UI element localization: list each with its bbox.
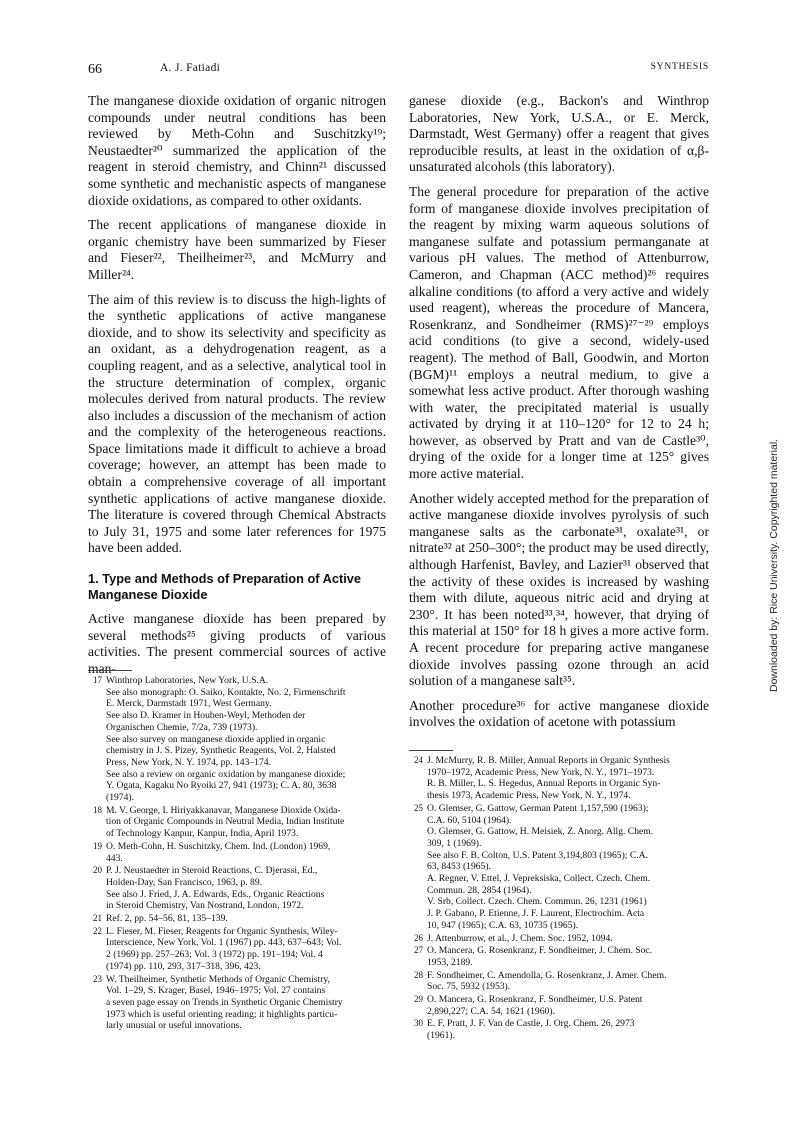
footnote-line: A. Regner, V. Ettel, J. Vepreksiska, Collect. Czech. Chem. — [427, 873, 651, 885]
footnote-number: 29 — [414, 994, 423, 1005]
footnote — [409, 945, 707, 968]
footnote-line: J. McMurry, R. B. Miller, Annual Reports in Organic Synthesis — [427, 755, 670, 766]
footnote-line: O. Meth-Cohn, H. Suschitzky, Chem. Ind. (London) 1969, — [106, 840, 331, 852]
footnote-line: Commun. 28, 2854 (1964). — [427, 884, 532, 896]
footnote-rule — [88, 670, 132, 671]
footnote — [409, 1018, 707, 1041]
paragraph: Another procedure³⁶ for active manganese dioxide involves the oxidation of acetone with potassium — [409, 697, 709, 730]
footnote — [409, 994, 707, 1017]
footnote-number: 20 — [93, 865, 102, 876]
footnote-line: thesis 1973, Academic Press, New York, N. Y., 1974. — [427, 790, 631, 802]
footnote — [88, 805, 384, 840]
footnote-line: Organischen Chemie, 7/2a, 739 (1973). — [106, 721, 258, 733]
footnote — [88, 841, 384, 864]
journal-name: SYNTHESIS — [650, 62, 709, 72]
footnote-line: a seven page essay on Trends in Synthetic Organic Chemistry — [106, 996, 343, 1008]
footnote-rule — [409, 750, 453, 751]
footnote-line: 309, 1 (1969). — [427, 837, 482, 849]
footnote-line: 10, 947 (1965); C.A. 63, 10735 (1965). — [427, 919, 579, 931]
footnote-line: R. B. Miller, L. S. Hegedus, Annual Reports in Organic Syn- — [427, 778, 661, 790]
footnote-line: Y. Ogata, Kagaku No Ryoiki 27, 941 (1973); C. A. 80, 3638 — [106, 780, 337, 792]
footnote-line: (1974). — [106, 792, 134, 804]
footnote — [409, 933, 707, 945]
footnote-number: 17 — [93, 675, 102, 685]
footnote-line: See also a review on organic oxidation by manganese dioxide; — [106, 768, 346, 780]
footnote-line: chemistry in J. S. Pizey, Synthetic Reagents, Vol. 2, Halsted — [106, 745, 336, 757]
footnote-number: 24 — [414, 755, 423, 765]
footnote-line: tion of Organic Compounds in Neutral Media, Indian Institute — [106, 816, 345, 828]
page-number: 66 — [88, 62, 102, 77]
footnote-line: J. Attenburrow, et al., J. Chem. Soc. 1952, 1094. — [427, 932, 613, 944]
footnote-line: C.A. 60, 5104 (1964). — [427, 814, 512, 826]
footnote-line: V. Srb, Collect. Czech. Chem. Commun. 26, 1231 (1961) — [427, 896, 647, 908]
footnote-line: in Steroid Chemistry, Van Nostrand, London, 1972. — [106, 900, 304, 912]
paragraph: ganese dioxide (e.g., Backon's and Winthrop Laboratories, New York, U.S.A., or E. Merck, Darmstadt, West Germany) offer a reagent that gives reproducible results, at least in the oxidation of α,β-unsaturated alcohols (this laboratory). — [409, 93, 709, 175]
footnote — [409, 755, 707, 802]
footnote-line: F. Sondheimer, C. Amendolla, G. Rosenkranz, J. Amer. Chem. — [427, 969, 667, 981]
footnote-line: W. Theilheimer, Synthetic Methods of Organic Chemistry, — [106, 973, 330, 985]
footnote-line: 1953, 2189. — [427, 956, 473, 968]
footnote-line: O. Mancera, G. Rosenkranz, F. Sondheimer, U.S. Patent — [427, 994, 643, 1006]
footnote-line: 1973 which is useful orienting reading; it highlights particu- — [106, 1008, 338, 1020]
footnote-line: (1961). — [427, 1030, 455, 1042]
footnote-line: Winthrop Laboratories, New York, U.S.A. — [106, 675, 269, 686]
footnote-line: J. P. Gabano, P. Etienne, J. F. Laurent, Electrochim. Acta — [427, 908, 645, 920]
footnote — [88, 974, 384, 1033]
paragraph: The general procedure for preparation of the active form of manganese dioxide involves precipitation of the reagent by mixing warm aqueous solutions of manganese sulfate and potassium permanganate at various pH values. The method of Attenburrow, Cameron, and Chapman (ACC method)²⁶ requires alkaline conditions (to afford a very active and widely used reagent), whereas the procedure of Mancera, Rosenkranz, and Sondheimer (RMS)²⁷⁻²⁹ employs acid conditions (to give a second, widely-used reagent). The method of Ball, Goodwin, and Morton (BGM)¹¹ employs a neutral medium, to give a somewhat less active product. After thorough washing with water, the precipitated material is usually activated by drying it at 110–120° for 12 to 24 h; however, as observed by Pratt and van de Castle³⁰, drying of the oxide for a longer time at 125° gives more active material. — [409, 183, 709, 482]
left-column — [88, 93, 386, 685]
footnote-number: 30 — [414, 1018, 423, 1029]
paragraph: The recent applications of manganese dioxide in organic chemistry have been summarized by Fieser and Fieser²², Theilheimer²³, and McMurry and Miller²⁴. — [88, 217, 386, 282]
footnote — [409, 803, 707, 932]
footnote-line: Press, New York, N. Y. 1974, pp. 143–174. — [106, 756, 271, 768]
footnote-line: larly unusual or useful innovations. — [106, 1020, 242, 1032]
footnotes-left — [88, 660, 384, 1033]
footnote-number: 26 — [414, 932, 423, 943]
footnote-line: See also F. B. Colton, U.S. Patent 3,194,803 (1965); C.A. — [427, 849, 648, 861]
footnote-line: See also monograph: O. Saiko, Kontakte, No. 2, Firmenschrift — [106, 686, 346, 698]
footnote-line: of Technology Kanpur, Kanpur, India, April 1973. — [106, 828, 299, 840]
footnote — [88, 675, 384, 804]
footnote-number: 28 — [414, 969, 423, 980]
footnote-line: 443. — [106, 852, 123, 864]
footnote-line: See also survey on manganese dioxide applied in organic — [106, 733, 326, 745]
footnote-number: 25 — [414, 802, 423, 813]
paragraph: The aim of this review is to discuss the high-lights of the synthetic applications of active manganese dioxide, and to show its selectivity and specificity as an oxidant, as a dehydrogenation reagent, as a coupling reagent, and as a selective, analytical tool in the structure determination of complex, organic molecules derived from natural products. The review also includes a discussion of the mechanism of action and the complexity of the heterogeneous reactions. Space limitations made it difficult to achieve a broad coverage; however, an attempt has been made to obtain a comprehensive coverage of all important synthetic applications of active manganese dioxide. The literature is covered through Chemical Abstracts to July 31, 1975 and some later references for 1975 have been added. — [88, 291, 386, 556]
footnote-number: 18 — [93, 804, 102, 815]
footnote-line: O. Mancera, G. Rosenkranz, F. Sondheimer, J. Chem. Soc. — [427, 945, 653, 957]
footnote — [409, 970, 707, 993]
footnote-line: Ref. 2, pp. 54–56, 81, 135–139. — [106, 913, 228, 925]
footnote-line: P. J. Neustaedter in Steroid Reactions, C. Djerassi, Ed., — [106, 865, 318, 877]
paragraph: Active manganese dioxide has been prepared by several methods²⁵ giving products of various activities. The present commercial sources of active man- — [88, 611, 386, 676]
footnote-line: L. Fieser, M. Fieser, Reagents for Organic Synthesis, Wiley- — [106, 925, 338, 937]
footnote-line: 1970–1972, Academic Press, New York, N. Y., 1971–1973. — [427, 766, 655, 778]
footnote-line: O. Glemser, G. Gattow, H. Meisiek, Z. Anorg. Allg. Chem. — [427, 826, 654, 838]
footnote — [88, 913, 384, 925]
footnote — [88, 926, 384, 973]
paragraph: The manganese dioxide oxidation of organic nitrogen compounds under neutral conditions has been reviewed by Meth-Cohn and Suschitzky¹⁹; Neustaedter²⁰ summarized the application of the reagent in steroid chemistry, and Chinn²¹ discussed some synthetic and mechanistic aspects of manganese dioxide oxidations, as compared to other oxidants. — [88, 93, 386, 208]
footnote-line: 63, 8453 (1965). — [427, 861, 491, 873]
footnote-line: See also J. Fried, J. A. Edwards, Eds., Organic Reactions — [106, 888, 325, 900]
footnote-line: M. V. George, I. Hiriyakkanavar, Manganese Dioxide Oxida- — [106, 804, 341, 816]
paragraph: Another widely accepted method for the preparation of active manganese dioxide involves pyrolysis of such manganese salts as the carbonate³¹, oxalate³¹, or nitrate³² at 250–300°; the product may be used directly, although Harfenist, Bavley, and Lazier³¹ observed that the activity of these oxides is increased by washing them with dilute, aqueous nitric acid and drying at 230°. It has been noted³³,³⁴, however, that drying of this material at 150° for 18 h gives a more active form. A recent procedure for preparing active manganese dioxide involves passing ozone through an acid solution of a manganese salt³⁵. — [409, 490, 709, 689]
footnote-line: Holden-Day, San Francisco, 1963, p. 89. — [106, 876, 263, 888]
footnote-line: Soc. 75, 5932 (1953). — [427, 981, 511, 993]
footnote-number: 21 — [93, 913, 102, 924]
footnotes-right — [409, 740, 707, 1043]
footnote — [88, 865, 384, 912]
running-author: A. J. Fatiadi — [160, 62, 221, 74]
footnote-number: 19 — [93, 840, 102, 851]
footnote-line: E. F. Pratt, J. F. Van de Castle, J. Org. Chem. 26, 2973 — [427, 1018, 635, 1030]
footnote-number: 27 — [414, 945, 423, 956]
footnote-number: 22 — [93, 925, 102, 936]
footnote-line: Vol. 1–29, S. Krager, Basel, 1946–1975; Vol. 27 contains — [106, 985, 326, 997]
footnote-line: E. Merck, Darmstadt 1971, West Germany. — [106, 698, 272, 710]
footnote-line: O. Glemser, G. Gattow, German Patent 1,157,590 (1963); — [427, 802, 649, 814]
download-notice: Downloaded by: Rice University. Copyrighted material. — [768, 438, 780, 692]
right-column — [409, 93, 709, 739]
footnote-line: 2,890,227; C.A. 54, 1621 (1960). — [427, 1005, 555, 1017]
footnote-line: 2 (1969) pp. 257–263; Vol. 3 (1972) pp. 191–194; Vol. 4 — [106, 949, 323, 961]
footnote-line: Interscience, New York, Vol. 1 (1967) pp. 443, 637–643; Vol. — [106, 937, 342, 949]
footnote-line: See also D. Kramer in Houben-Weyl, Methoden der — [106, 710, 306, 722]
footnote-number: 23 — [93, 973, 102, 984]
footnote-line: (1974) pp. 110, 293, 317–318, 396, 423. — [106, 960, 261, 972]
section-heading: 1. Type and Methods of Preparation of Active Manganese Dioxide — [88, 571, 362, 603]
